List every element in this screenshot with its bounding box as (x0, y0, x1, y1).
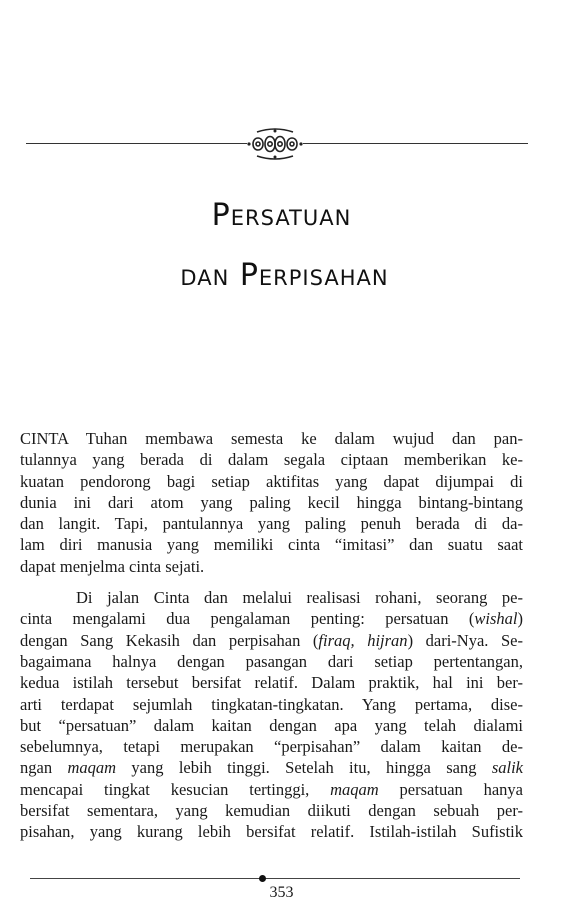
footer-rule (30, 878, 520, 879)
text-line: tulannya yang berada di dalam segala ciptaan memberikan ke- (20, 450, 523, 470)
text-line: kuatan pendorong bagi setiap aktifitas yang dapat dijumpai di (20, 471, 523, 491)
footer-dot-icon (259, 875, 266, 882)
italic-term: maqam (330, 779, 379, 799)
text-line: sebelumnya, tetapi merupakan “perpisahan” dalam kaitan de- (20, 737, 523, 757)
text-line: kedua istilah tersebut bersifat relatif. Dalam praktik, hal ini ber- (20, 673, 523, 693)
page-number: 353 (269, 884, 294, 901)
text-line: cinta mengalami dua pengalaman penting: persatuan (wishal) (20, 609, 523, 629)
chapter-title-line-2: dan Perpisahan (180, 258, 389, 293)
chapter-title-line-1: Persatuan (211, 198, 352, 233)
text-line: dapat menjelma cinta sejati. (20, 556, 205, 576)
text-line: CINTA Tuhan membawa semesta ke dalam wujud dan pan- (20, 429, 523, 448)
italic-term: maqam (67, 758, 117, 778)
floral-ornament-icon (247, 128, 303, 160)
text-line: dunia ini dari atom yang paling kecil hingga bintang-bintang (20, 492, 523, 512)
text-line: ngan maqam yang lebih tinggi. Setelah itu, hingga sang salik (20, 758, 523, 778)
text-line: dengan Sang Kekasih dan perpisahan (firaq, hijran) dari-Nya. Se- (20, 630, 523, 650)
text-line: mencapai tingkat kesucian tertinggi, maqam persatuan hanya (20, 779, 523, 799)
italic-term: salik (491, 758, 523, 778)
text-line: lam diri manusia yang memiliki cinta “imitasi” dan suatu saat (20, 535, 523, 555)
text-line: arti terdapat sejumlah tingkatan-tingkatan. Yang pertama, dise- (20, 694, 523, 714)
text-line: but “persatuan” dalam kaitan dengan apa yang telah dialami (20, 715, 523, 735)
paragraph-1 (20, 428, 523, 577)
chapter-body (20, 428, 523, 843)
text-line: Di jalan Cinta dan melalui realisasi rohani, seorang pe- (76, 588, 523, 608)
text-line: dan langit. Tapi, pantulannya yang paling penuh berada di da- (20, 514, 523, 534)
text-line: bagaimana halnya dengan pasangan dari setiap pertentangan, (20, 651, 523, 671)
italic-term: firaq, hijran (318, 630, 408, 650)
text-line: bersifat sementara, yang kemudian diikuti dengan sebuah per- (20, 801, 523, 821)
paragraph-2 (20, 587, 523, 843)
italic-term: wishal (474, 609, 518, 629)
text-line: pisahan, yang kurang lebih bersifat relatif. Istilah-istilah Sufistik (20, 822, 523, 842)
